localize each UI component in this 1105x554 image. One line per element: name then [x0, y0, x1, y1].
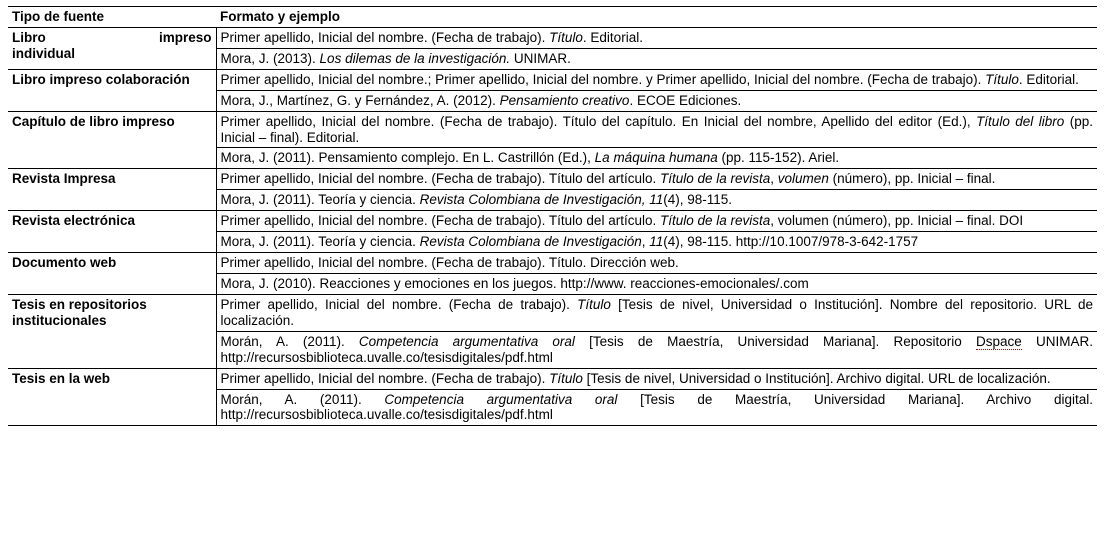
row-format-template: Primer apellido, Inicial del nombre. (Fecha de trabajo). Título [Tesis de nivel, Universidad o Institución]. Nombre del repositorio. URL de localización.	[216, 294, 1097, 331]
row-format-template: Primer apellido, Inicial del nombre. (Fecha de trabajo). Título del artículo. Título de la revista, volumen (número), pp. Inicial – final. DOI	[216, 211, 1097, 232]
table-body	[8, 27, 1097, 425]
table-row	[8, 111, 1097, 148]
row-type-documento-web: Documento web	[8, 253, 216, 295]
row-format-template: Primer apellido, Inicial del nombre. (Fecha de trabajo). Título del capítulo. En Inicial del nombre, Apellido del editor (Ed.), Título del libro (pp. Inicial – final). Editorial.	[216, 111, 1097, 148]
reference-formats-table	[8, 6, 1097, 426]
table-row	[8, 69, 1097, 90]
type-word-1: Libro	[12, 29, 46, 45]
row-type-revista-electronica: Revista electrónica	[8, 211, 216, 253]
row-type-libro-impreso-individual	[8, 27, 216, 69]
row-format-example: Mora, J. (2011). Teoría y ciencia. Revista Colombiana de Investigación, 11(4), 98-115.	[216, 190, 1097, 211]
table-row	[8, 368, 1097, 389]
row-type-libro-impreso-colaboracion: Libro impreso colaboración	[8, 69, 216, 111]
row-format-example: Mora, J., Martínez, G. y Fernández, A. (2012). Pensamiento creativo. ECOE Ediciones.	[216, 90, 1097, 111]
row-type-capitulo-de-libro-impreso: Capítulo de libro impreso	[8, 111, 216, 169]
row-type-tesis-en-repositorios-institucionales: Tesis en repositorios institucionales	[8, 294, 216, 368]
row-format-template: Primer apellido, Inicial del nombre. (Fecha de trabajo). Título. Editorial.	[216, 27, 1097, 48]
table-row	[8, 27, 1097, 48]
row-format-example: Morán, A. (2011). Competencia argumentativa oral [Tesis de Maestría, Universidad Mariana]. Repositorio Dspace UNIMAR. http://recursosbiblioteca.uvalle.co/tesisdigitales/pdf.html	[216, 331, 1097, 368]
row-format-example: Mora, J. (2011). Teoría y ciencia. Revista Colombiana de Investigación, 11(4), 98-115. http://10.1007/978-3-642-1757	[216, 232, 1097, 253]
row-format-template: Primer apellido, Inicial del nombre. (Fecha de trabajo). Título del artículo. Título de la revista, volumen (número), pp. Inicial – final.	[216, 169, 1097, 190]
row-type-tesis-en-la-web: Tesis en la web	[8, 368, 216, 426]
type-word-3: individual	[12, 45, 76, 61]
table-row	[8, 211, 1097, 232]
row-type-revista-impresa: Revista Impresa	[8, 169, 216, 211]
table-row	[8, 169, 1097, 190]
row-format-template: Primer apellido, Inicial del nombre. (Fecha de trabajo). Título [Tesis de nivel, Universidad o Institución]. Archivo digital. URL de localización.	[216, 368, 1097, 389]
row-format-example: Morán, A. (2011). Competencia argumentativa oral [Tesis de Maestría, Universidad Mariana]. Archivo digital. http://recursosbiblioteca.uvalle.co/tesisdigitales/pdf.html	[216, 389, 1097, 426]
table-row	[8, 294, 1097, 331]
column-header-type: Tipo de fuente	[8, 7, 216, 28]
table-row	[8, 253, 1097, 274]
row-format-example: Mora, J. (2013). Los dilemas de la investigación. UNIMAR.	[216, 48, 1097, 69]
column-header-format: Formato y ejemplo	[216, 7, 1097, 28]
document-page	[0, 6, 1105, 554]
row-format-example: Mora, J. (2011). Pensamiento complejo. En L. Castrillón (Ed.), La máquina humana (pp. 115-152). Ariel.	[216, 148, 1097, 169]
type-word-2: impreso	[158, 29, 212, 45]
row-format-template: Primer apellido, Inicial del nombre.; Primer apellido, Inicial del nombre. y Primer apellido, Inicial del nombre. (Fecha de trabajo). Título. Editorial.	[216, 69, 1097, 90]
row-format-template: Primer apellido, Inicial del nombre. (Fecha de trabajo). Título. Dirección web.	[216, 253, 1097, 274]
row-format-example: Mora, J. (2010). Reacciones y emociones en los juegos. http://www. reacciones-emocionales/.com	[216, 273, 1097, 294]
table-header-row	[8, 7, 1097, 28]
